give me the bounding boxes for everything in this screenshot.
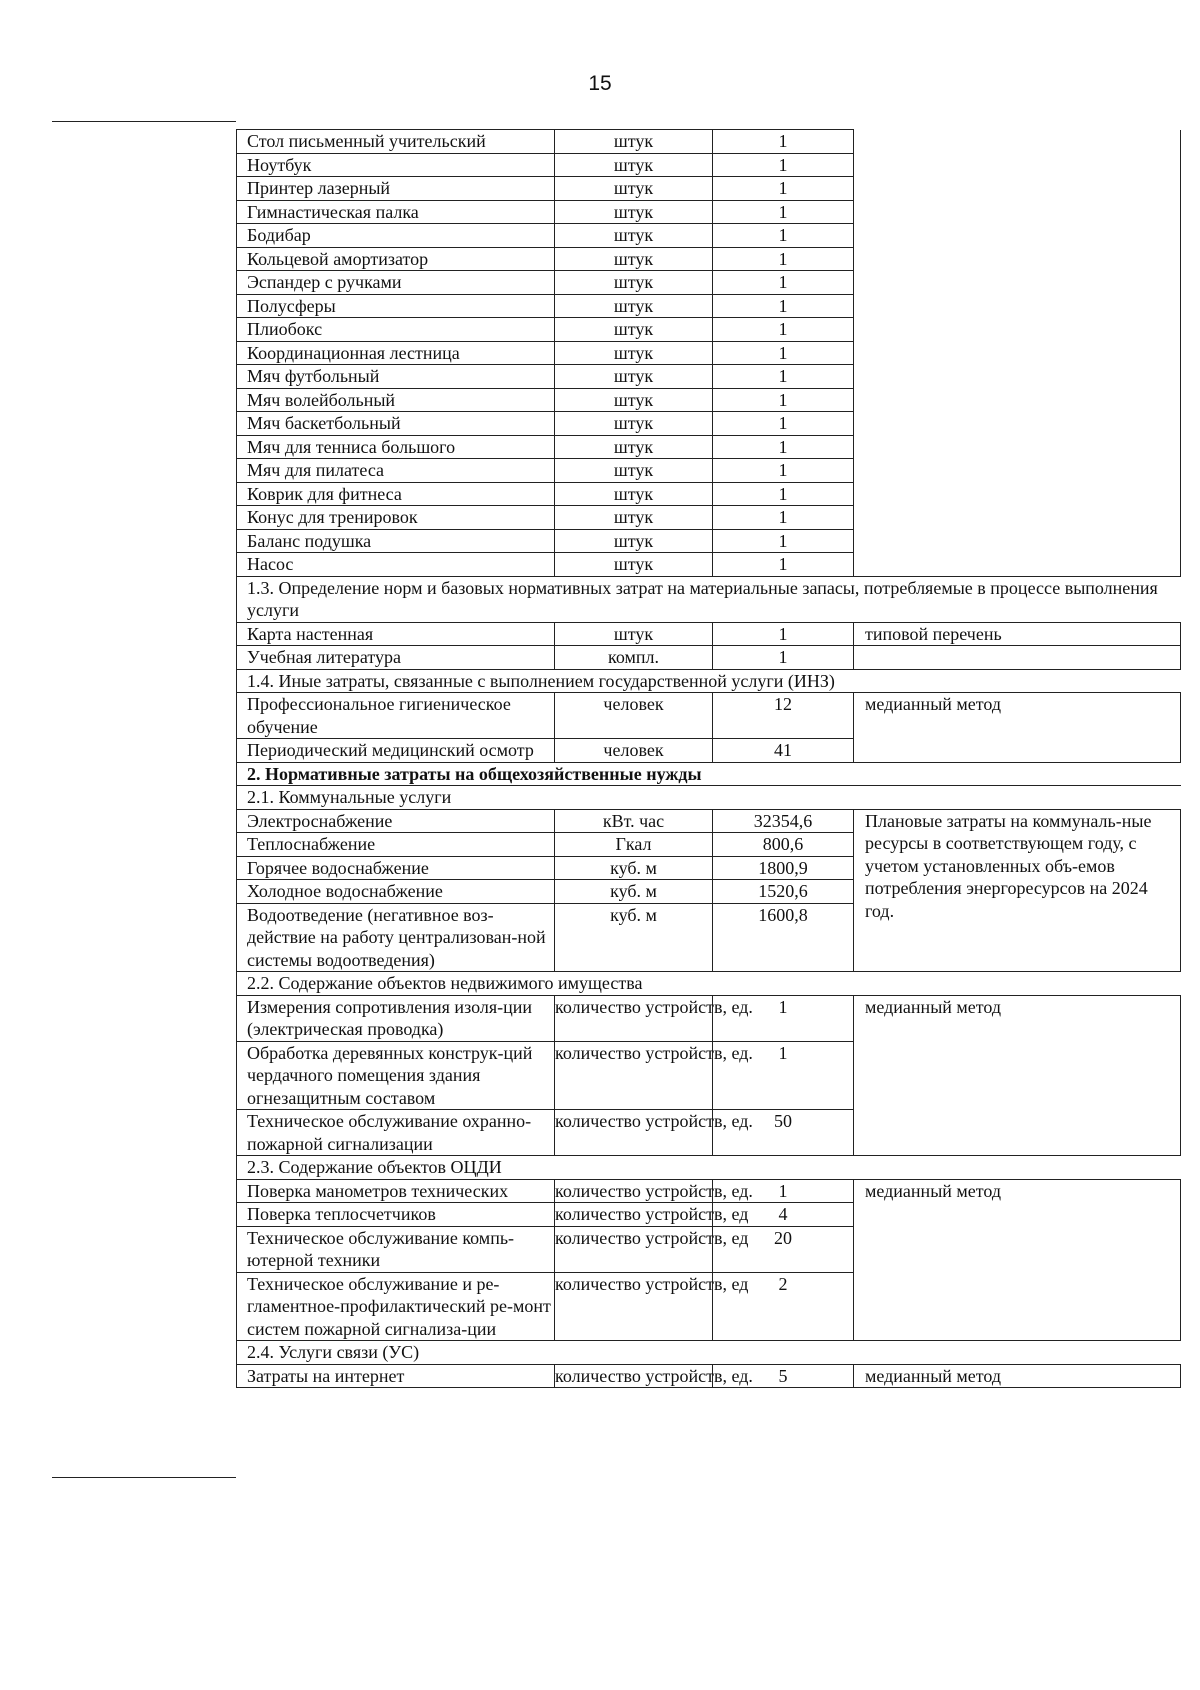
- item-unit: количество устройств, ед.: [555, 995, 713, 1041]
- item-quantity: 4: [713, 1203, 854, 1227]
- table-row: [237, 130, 1181, 154]
- item-name: Мяч волейбольный: [237, 388, 555, 412]
- item-quantity: 1: [713, 247, 854, 271]
- item-name: Обработка деревянных конструк-ций чердачного помещения здания огнезащитным составом: [237, 1041, 555, 1110]
- item-quantity: 5: [713, 1364, 854, 1388]
- table-row: [237, 388, 1181, 412]
- item-name: Профессиональное гигиеническое обучение: [237, 693, 555, 739]
- method-note: типовой перечень: [854, 622, 1181, 646]
- table-row: [237, 365, 1181, 389]
- item-quantity: 1: [713, 200, 854, 224]
- item-name: Поверка теплосчетчиков: [237, 1203, 555, 1227]
- method-note: медианный метод: [854, 1179, 1181, 1341]
- item-name: Коврик для фитнеса: [237, 482, 555, 506]
- item-unit: штук: [555, 224, 713, 248]
- section-heading: 1.4. Иные затраты, связанные с выполнением государственной услуги (ИНЗ): [237, 669, 1181, 693]
- item-unit: штук: [555, 341, 713, 365]
- table-row: [237, 995, 1181, 1041]
- item-quantity: 1520,6: [713, 880, 854, 904]
- item-quantity: 1: [713, 412, 854, 436]
- section-heading: 2.1. Коммунальные услуги: [237, 786, 1181, 810]
- table-row: [237, 177, 1181, 201]
- item-quantity: 12: [713, 693, 854, 739]
- section-heading: 2.4. Услуги связи (УС): [237, 1341, 1181, 1365]
- table-row: [237, 341, 1181, 365]
- item-quantity: 1: [713, 341, 854, 365]
- section-heading-row: [237, 786, 1181, 810]
- section-heading-row: [237, 1156, 1181, 1180]
- blank-note: [854, 318, 1181, 342]
- item-quantity: 1: [713, 506, 854, 530]
- item-unit: штук: [555, 412, 713, 436]
- item-name: Поверка манометров технических: [237, 1179, 555, 1203]
- item-quantity: 1: [713, 130, 854, 154]
- blank-note: [854, 506, 1181, 530]
- item-name: Техническое обслуживание компь-ютерной техники: [237, 1226, 555, 1272]
- blank-note: [854, 294, 1181, 318]
- item-name: Затраты на интернет: [237, 1364, 555, 1388]
- blank-note: [854, 646, 1181, 670]
- item-name: Холодное водоснабжение: [237, 880, 555, 904]
- item-quantity: 1: [713, 318, 854, 342]
- item-quantity: 2: [713, 1272, 854, 1341]
- item-name: Кольцевой амортизатор: [237, 247, 555, 271]
- item-quantity: 1: [713, 482, 854, 506]
- table-row: [237, 435, 1181, 459]
- item-quantity: 1: [713, 365, 854, 389]
- item-unit: кВт. час: [555, 809, 713, 833]
- item-unit: штук: [555, 130, 713, 154]
- blank-note: [854, 459, 1181, 483]
- item-unit: штук: [555, 459, 713, 483]
- item-name: Бодибар: [237, 224, 555, 248]
- item-unit: штук: [555, 200, 713, 224]
- item-quantity: 1: [713, 177, 854, 201]
- item-quantity: 1: [713, 153, 854, 177]
- table-row: [237, 553, 1181, 577]
- item-name: Горячее водоснабжение: [237, 856, 555, 880]
- table-row: [237, 506, 1181, 530]
- table-row: [237, 294, 1181, 318]
- blank-note: [854, 553, 1181, 577]
- item-quantity: 1: [713, 435, 854, 459]
- blank-note: [854, 271, 1181, 295]
- item-quantity: 1: [713, 294, 854, 318]
- item-quantity: 800,6: [713, 833, 854, 857]
- page-number: 15: [588, 72, 612, 95]
- item-name: Баланс подушка: [237, 529, 555, 553]
- blank-note: [854, 529, 1181, 553]
- item-name: Гимнастическая палка: [237, 200, 555, 224]
- method-note: медианный метод: [854, 1364, 1181, 1388]
- item-unit: штук: [555, 271, 713, 295]
- table-row: [237, 224, 1181, 248]
- section-heading-row: [237, 669, 1181, 693]
- blank-note: [854, 388, 1181, 412]
- item-name: Принтер лазерный: [237, 177, 555, 201]
- item-name: Измерения сопротивления изоля-ции (электрическая проводка): [237, 995, 555, 1041]
- item-name: Конус для тренировок: [237, 506, 555, 530]
- item-unit: компл.: [555, 646, 713, 670]
- table-row: [237, 200, 1181, 224]
- left-rule-bottom: [52, 1477, 236, 1478]
- item-quantity: 20: [713, 1226, 854, 1272]
- item-name: Периодический медицинский осмотр: [237, 739, 555, 763]
- section-heading: 2.3. Содержание объектов ОЦДИ: [237, 1156, 1181, 1180]
- item-unit: штук: [555, 365, 713, 389]
- item-unit: штук: [555, 294, 713, 318]
- item-unit: количество устройств, ед.: [555, 1110, 713, 1156]
- table-row: [237, 1179, 1181, 1203]
- item-name: Мяч баскетбольный: [237, 412, 555, 436]
- item-quantity: 1: [713, 553, 854, 577]
- section-heading-row: [237, 1341, 1181, 1365]
- table-row: [237, 247, 1181, 271]
- item-unit: штук: [555, 435, 713, 459]
- item-name: Мяч для тенниса большого: [237, 435, 555, 459]
- item-unit: количество устройств, ед.: [555, 1180, 753, 1201]
- table-row: [237, 622, 1181, 646]
- item-unit: количество устройств, ед.: [555, 1365, 753, 1386]
- left-rule-top: [52, 121, 236, 122]
- item-unit: количество устройств, ед: [555, 1204, 749, 1224]
- table-row: [237, 271, 1181, 295]
- method-note: медианный метод: [854, 995, 1181, 1156]
- item-name: Плиобокс: [237, 318, 555, 342]
- table-row: [237, 412, 1181, 436]
- item-unit: Гкал: [555, 833, 713, 857]
- item-unit: человек: [555, 693, 713, 739]
- item-unit: штук: [555, 482, 713, 506]
- table-row: [237, 529, 1181, 553]
- item-quantity: 1: [713, 1041, 854, 1110]
- blank-note: [854, 224, 1181, 248]
- item-unit: штук: [555, 529, 713, 553]
- item-unit: штук: [555, 153, 713, 177]
- item-name: Стол письменный учительский: [237, 130, 555, 154]
- item-quantity: 1600,8: [713, 903, 854, 972]
- item-unit: штук: [555, 318, 713, 342]
- item-unit: штук: [555, 553, 713, 577]
- item-unit: штук: [555, 506, 713, 530]
- method-note: Плановые затраты на коммуналь-ные ресурсы в соответствующем году, с учетом установленных объ-емов потребления энергоресурсов на 2024 год.: [854, 809, 1181, 972]
- item-unit: куб. м: [555, 880, 713, 904]
- table-row: [237, 482, 1181, 506]
- table-row: [237, 1364, 1181, 1388]
- item-unit: куб. м: [555, 856, 713, 880]
- item-unit: штук: [555, 177, 713, 201]
- item-name: Техническое обслуживание охранно-пожарной сигнализации: [237, 1110, 555, 1156]
- section-heading-row: [237, 576, 1181, 622]
- blank-note: [854, 482, 1181, 506]
- item-quantity: 1: [713, 622, 854, 646]
- item-quantity: 1: [713, 271, 854, 295]
- item-quantity: 1: [713, 1179, 854, 1203]
- item-name: Учебная литература: [237, 646, 555, 670]
- item-name: Полусферы: [237, 294, 555, 318]
- section-heading: 2.2. Содержание объектов недвижимого имущества: [237, 972, 1181, 996]
- item-quantity: 1: [713, 224, 854, 248]
- item-name: Карта настенная: [237, 622, 555, 646]
- item-quantity: 1: [713, 388, 854, 412]
- section-heading: 1.3. Определение норм и базовых нормативных затрат на материальные запасы, потребляемые в процессе выполнения услуги: [237, 576, 1181, 622]
- table-row: [237, 646, 1181, 670]
- item-name: Электроснабжение: [237, 809, 555, 833]
- item-name: Мяч для пилатеса: [237, 459, 555, 483]
- item-quantity: 1: [713, 646, 854, 670]
- item-name: Теплоснабжение: [237, 833, 555, 857]
- item-unit: штук: [555, 622, 713, 646]
- blank-note: [854, 130, 1181, 154]
- item-name: Ноутбук: [237, 153, 555, 177]
- table-row: [237, 318, 1181, 342]
- item-quantity: 1: [713, 459, 854, 483]
- blank-note: [854, 365, 1181, 389]
- item-unit: штук: [555, 388, 713, 412]
- item-quantity: 41: [713, 739, 854, 763]
- item-name: Техническое обслуживание и ре-гламентное-профилактический ре-монт систем пожарной сигнализа-ции: [237, 1272, 555, 1341]
- section-heading: 2. Нормативные затраты на общехозяйственные нужды: [237, 762, 1181, 786]
- table-row: [237, 809, 1181, 833]
- item-unit: количество устройств, ед.: [555, 1041, 713, 1110]
- item-name: Координационная лестница: [237, 341, 555, 365]
- method-note: медианный метод: [854, 693, 1181, 763]
- item-unit: количество устройств, ед: [555, 1272, 713, 1341]
- blank-note: [854, 177, 1181, 201]
- item-name: Водоотведение (негативное воз-действие на работу централизован-ной системы водоотведения): [237, 903, 555, 972]
- item-name: Мяч футбольный: [237, 365, 555, 389]
- cost-norms-table: [236, 129, 1181, 1388]
- blank-note: [854, 200, 1181, 224]
- blank-note: [854, 341, 1181, 365]
- item-unit: куб. м: [555, 903, 713, 972]
- item-unit: штук: [555, 247, 713, 271]
- table-row: [237, 153, 1181, 177]
- table-row: [237, 459, 1181, 483]
- cost-norms-table-body: [237, 130, 1181, 1388]
- item-unit: человек: [555, 739, 713, 763]
- item-quantity: 1: [713, 529, 854, 553]
- blank-note: [854, 412, 1181, 436]
- section-heading-row: [237, 762, 1181, 786]
- item-quantity: 1: [713, 995, 854, 1041]
- blank-note: [854, 435, 1181, 459]
- item-name: Эспандер с ручками: [237, 271, 555, 295]
- blank-note: [854, 153, 1181, 177]
- item-quantity: 32354,6: [713, 809, 854, 833]
- item-unit: количество устройств, ед: [555, 1226, 713, 1272]
- item-name: Насос: [237, 553, 555, 577]
- item-quantity: 1800,9: [713, 856, 854, 880]
- section-heading-row: [237, 972, 1181, 996]
- table-row: [237, 693, 1181, 739]
- blank-note: [854, 247, 1181, 271]
- item-quantity: 50: [713, 1110, 854, 1156]
